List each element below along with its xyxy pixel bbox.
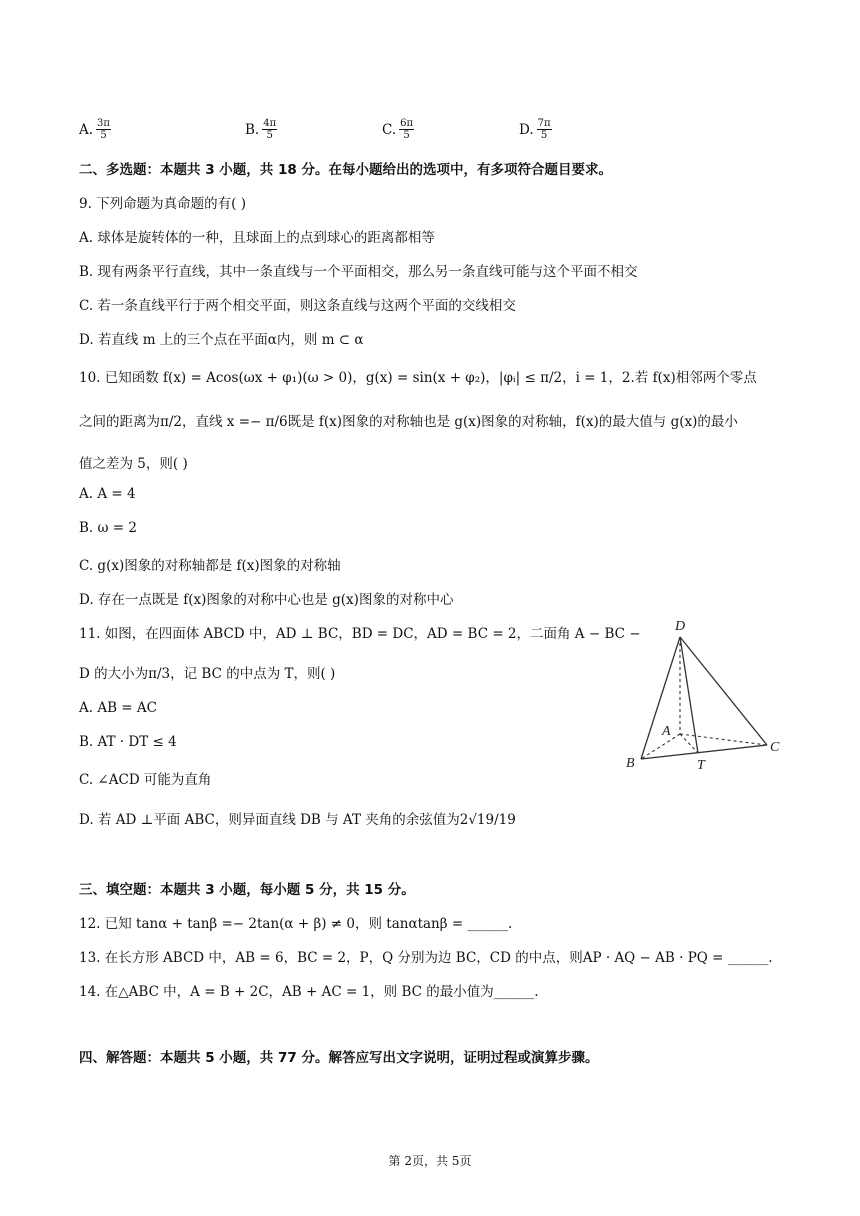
label-a: A: [662, 724, 671, 739]
q11-line-1: 11. 如图，在四面体 ABCD 中，AD ⊥ BC，BD = DC，AD = BC = 2，二面角 A − BC −: [79, 626, 641, 642]
q8-option-d: [519, 118, 552, 141]
q13: 13. 在长方形 ABCD 中，AB = 6，BC = 2，P，Q 分别为边 BC，CD 的中点，则AP · AQ − AB · PQ = ______.: [79, 950, 773, 966]
q8-option-c: [382, 118, 414, 141]
q10-line-2: 之间的距离为π/2，直线 x =− π/6既是 f(x)图象的对称轴也是 g(x)图象的对称轴，f(x)的最大值与 g(x)的最小: [79, 414, 738, 430]
q14: 14. 在△ABC 中，A = B + 2C，AB + AC = 1，则 BC 的最小值为______.: [79, 984, 539, 1000]
section-2-heading: 二、多选题：本题共 3 小题，共 18 分。在每小题给出的选项中，有多项符合题目要求。: [79, 162, 612, 178]
q10-option-d: D. 存在一点既是 f(x)图象的对称中心也是 g(x)图象的对称中心: [79, 592, 454, 608]
q9-option-d: D. 若直线 m 上的三个点在平面α内，则 m ⊂ α: [79, 332, 364, 348]
page-footer: 第 2页，共 5页: [388, 1154, 472, 1168]
section-4-heading: 四、解答题：本题共 5 小题，共 77 分。解答应写出文字说明，证明过程或演算步骤。: [79, 1050, 599, 1066]
q8-option-d-den: 5: [540, 130, 548, 141]
q8-option-b-fraction: [262, 118, 277, 141]
edge-db: [641, 637, 680, 759]
q9-option-b: B. 现有两条平行直线，其中一条直线与一个平面相交，那么另一条直线可能与这个平面不相交: [79, 264, 638, 280]
q8-option-a-den: 5: [100, 130, 107, 141]
q8-option-c-fraction: [399, 118, 414, 141]
edge-dc: [680, 637, 767, 745]
q8-option-c-label: C.: [382, 121, 397, 138]
label-t: T: [697, 758, 705, 773]
q10-option-b: B. ω = 2: [79, 520, 137, 536]
edge-ac-hidden: [680, 734, 767, 745]
q8-option-a-num: 3π: [97, 118, 110, 129]
label-b: B: [626, 756, 635, 771]
q8-option-b: [245, 118, 277, 141]
tetrahedron-figure: [622, 612, 792, 774]
q8-option-a: [79, 118, 111, 141]
q10-line-3: 值之差为 5，则( ): [79, 456, 188, 472]
q8-option-b-num: 4π: [263, 118, 277, 129]
q11-line-2: D 的大小为π/3，记 BC 的中点为 T，则( ): [79, 666, 336, 682]
q8-option-b-label: B.: [245, 121, 260, 138]
q10-line-1: 10. 已知函数 f(x) = Acos(ωx + φ₁)(ω > 0)，g(x) = sin(x + φ₂)，|φᵢ| ≤ π/2，i = 1，2.若 f(x)相邻两个零点: [79, 370, 757, 386]
q8-option-d-label: D.: [519, 121, 534, 138]
q9-stem: 9. 下列命题为真命题的有( ): [79, 196, 246, 212]
label-d: D: [675, 619, 686, 634]
q8-option-d-num: 7π: [537, 118, 551, 129]
q8-option-c-num: 6π: [400, 118, 414, 129]
q8-option-d-fraction: [537, 118, 552, 141]
q8-option-a-label: A.: [79, 121, 94, 138]
edge-bc: [641, 745, 767, 759]
q9-option-a: A. 球体是旋转体的一种，且球面上的点到球心的距离都相等: [79, 230, 435, 246]
q12: 12. 已知 tanα + tanβ =− 2tan(α + β) ≠ 0，则 tanαtanβ = ______.: [79, 916, 513, 932]
edge-dt: [680, 637, 698, 753]
q10-option-c: C. g(x)图象的对称轴都是 f(x)图象的对称轴: [79, 558, 341, 574]
q11-option-a: A. AB = AC: [79, 700, 157, 716]
q11-option-c: C. ∠ACD 可能为直角: [79, 772, 212, 788]
q11-option-d: D. 若 AD ⊥平面 ABC，则异面直线 DB 与 AT 夹角的余弦值为2√19/19: [79, 812, 516, 828]
q8-option-a-fraction: [96, 118, 111, 141]
q8-option-b-den: 5: [266, 130, 273, 141]
section-3-heading: 三、填空题：本题共 3 小题，每小题 5 分，共 15 分。: [79, 882, 415, 898]
q9-option-c: C. 若一条直线平行于两个相交平面，则这条直线与这两个平面的交线相交: [79, 298, 516, 314]
q8-option-c-den: 5: [403, 130, 410, 141]
q10-option-a: A. A = 4: [79, 486, 136, 502]
q11-option-b: B. AT · DT ≤ 4: [79, 734, 177, 750]
label-c: C: [770, 740, 780, 755]
